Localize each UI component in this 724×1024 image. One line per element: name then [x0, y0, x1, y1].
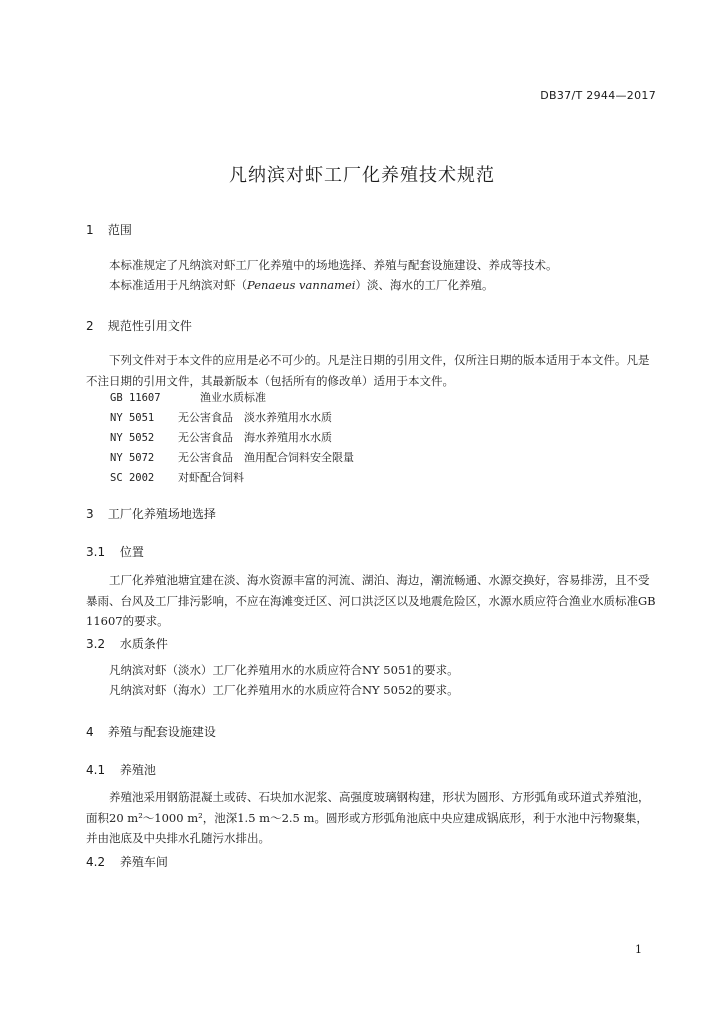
scope-text-post: ）淡、海水的工厂化养殖。 [355, 278, 494, 292]
reference-code: GB 11607 [110, 392, 161, 404]
section-3-1-heading [86, 543, 144, 560]
scope-paragraph-1: 本标准规定了凡纳滨对虾工厂化养殖中的场地选择、养殖与配套设施建设、养成等技术。 [109, 258, 558, 272]
section-3-heading [86, 505, 216, 522]
section-number: 4.1 [86, 763, 106, 777]
section-title: 养殖与配套设施建设 [107, 725, 216, 739]
pond-paragraph: 养殖池采用钢筋混凝土或砖、石块加水泥浆、高强度玻璃钢构建，形状为圆形、方形弧角或环道式养殖池，面积20 m²～1000 m²，池深1.5 m～2.5 m。圆形或方形弧角池底中央应建成锅底形，利于水池中污物聚集，并由池底及中央排水孔随污水排出。 [86, 790, 650, 845]
reference-item [110, 428, 354, 448]
page-number: 1 [635, 943, 642, 956]
reference-code: NY 5072 [110, 452, 155, 464]
standard-code: DB37/T 2944—2017 [540, 89, 656, 102]
section-1-heading [86, 221, 132, 238]
section-4-heading [86, 723, 216, 740]
section-title: 水质条件 [119, 637, 168, 651]
reference-item [110, 388, 354, 408]
section-3-2-heading [86, 635, 168, 652]
section-title: 养殖车间 [119, 855, 168, 869]
reference-item [110, 448, 354, 468]
water-quality-seawater: 凡纳滨对虾（海水）工厂化养殖用水的水质应符合NY 5052的要求。 [109, 683, 459, 697]
section-title: 范围 [107, 223, 132, 237]
section-title: 规范性引用文件 [107, 319, 192, 333]
section-number: 2 [86, 319, 94, 333]
section-number: 4 [86, 725, 94, 739]
scope-text-pre: 本标准适用于凡纳滨对虾（ [109, 278, 247, 292]
section-title: 养殖池 [119, 763, 156, 777]
reference-title: 无公害食品 海水养殖用水水质 [178, 431, 332, 444]
reference-title: 渔业水质标准 [200, 391, 266, 404]
reference-code: NY 5052 [110, 432, 155, 444]
section-title: 位置 [119, 545, 144, 559]
water-quality-freshwater: 凡纳滨对虾（淡水）工厂化养殖用水的水质应符合NY 5051的要求。 [109, 663, 459, 677]
species-latin-name: Penaeus vannamei [247, 278, 356, 292]
section-4-2-heading [86, 853, 168, 870]
location-paragraph: 工厂化养殖池塘宜建在淡、海水资源丰富的河流、湖泊、海边，潮流畅通、水源交换好，容易排涝，且不受暴雨、台风及工厂排污影响，不应在海滩变迁区、河口洪泛区以及地震危险区，水源水质应符合渔业水质标准GB 11607的要求。 [86, 573, 656, 628]
reference-title: 无公害食品 渔用配合饲料安全限量 [178, 451, 354, 464]
reference-title: 无公害食品 淡水养殖用水水质 [178, 411, 332, 424]
section-title: 工厂化养殖场地选择 [107, 507, 216, 521]
reference-title: 对虾配合饲料 [178, 471, 244, 484]
reference-list [110, 388, 354, 488]
section-number: 1 [86, 223, 94, 237]
section-4-1-heading [86, 761, 156, 778]
section-number: 4.2 [86, 855, 106, 869]
reference-item [110, 468, 354, 488]
document-title: 凡纳滨对虾工厂化养殖技术规范 [229, 165, 495, 186]
section-number: 3.2 [86, 637, 106, 651]
section-number: 3.1 [86, 545, 106, 559]
references-intro: 下列文件对于本文件的应用是必不可少的。凡是注日期的引用文件，仅所注日期的版本适用于本文件。凡是不注日期的引用文件，其最新版本（包括所有的修改单）适用于本文件。 [86, 353, 650, 388]
section-number: 3 [86, 507, 94, 521]
section-2-heading [86, 317, 192, 334]
reference-code: SC 2002 [110, 472, 155, 484]
reference-item [110, 408, 354, 428]
reference-code: NY 5051 [110, 412, 155, 424]
scope-paragraph-2 [86, 275, 656, 296]
